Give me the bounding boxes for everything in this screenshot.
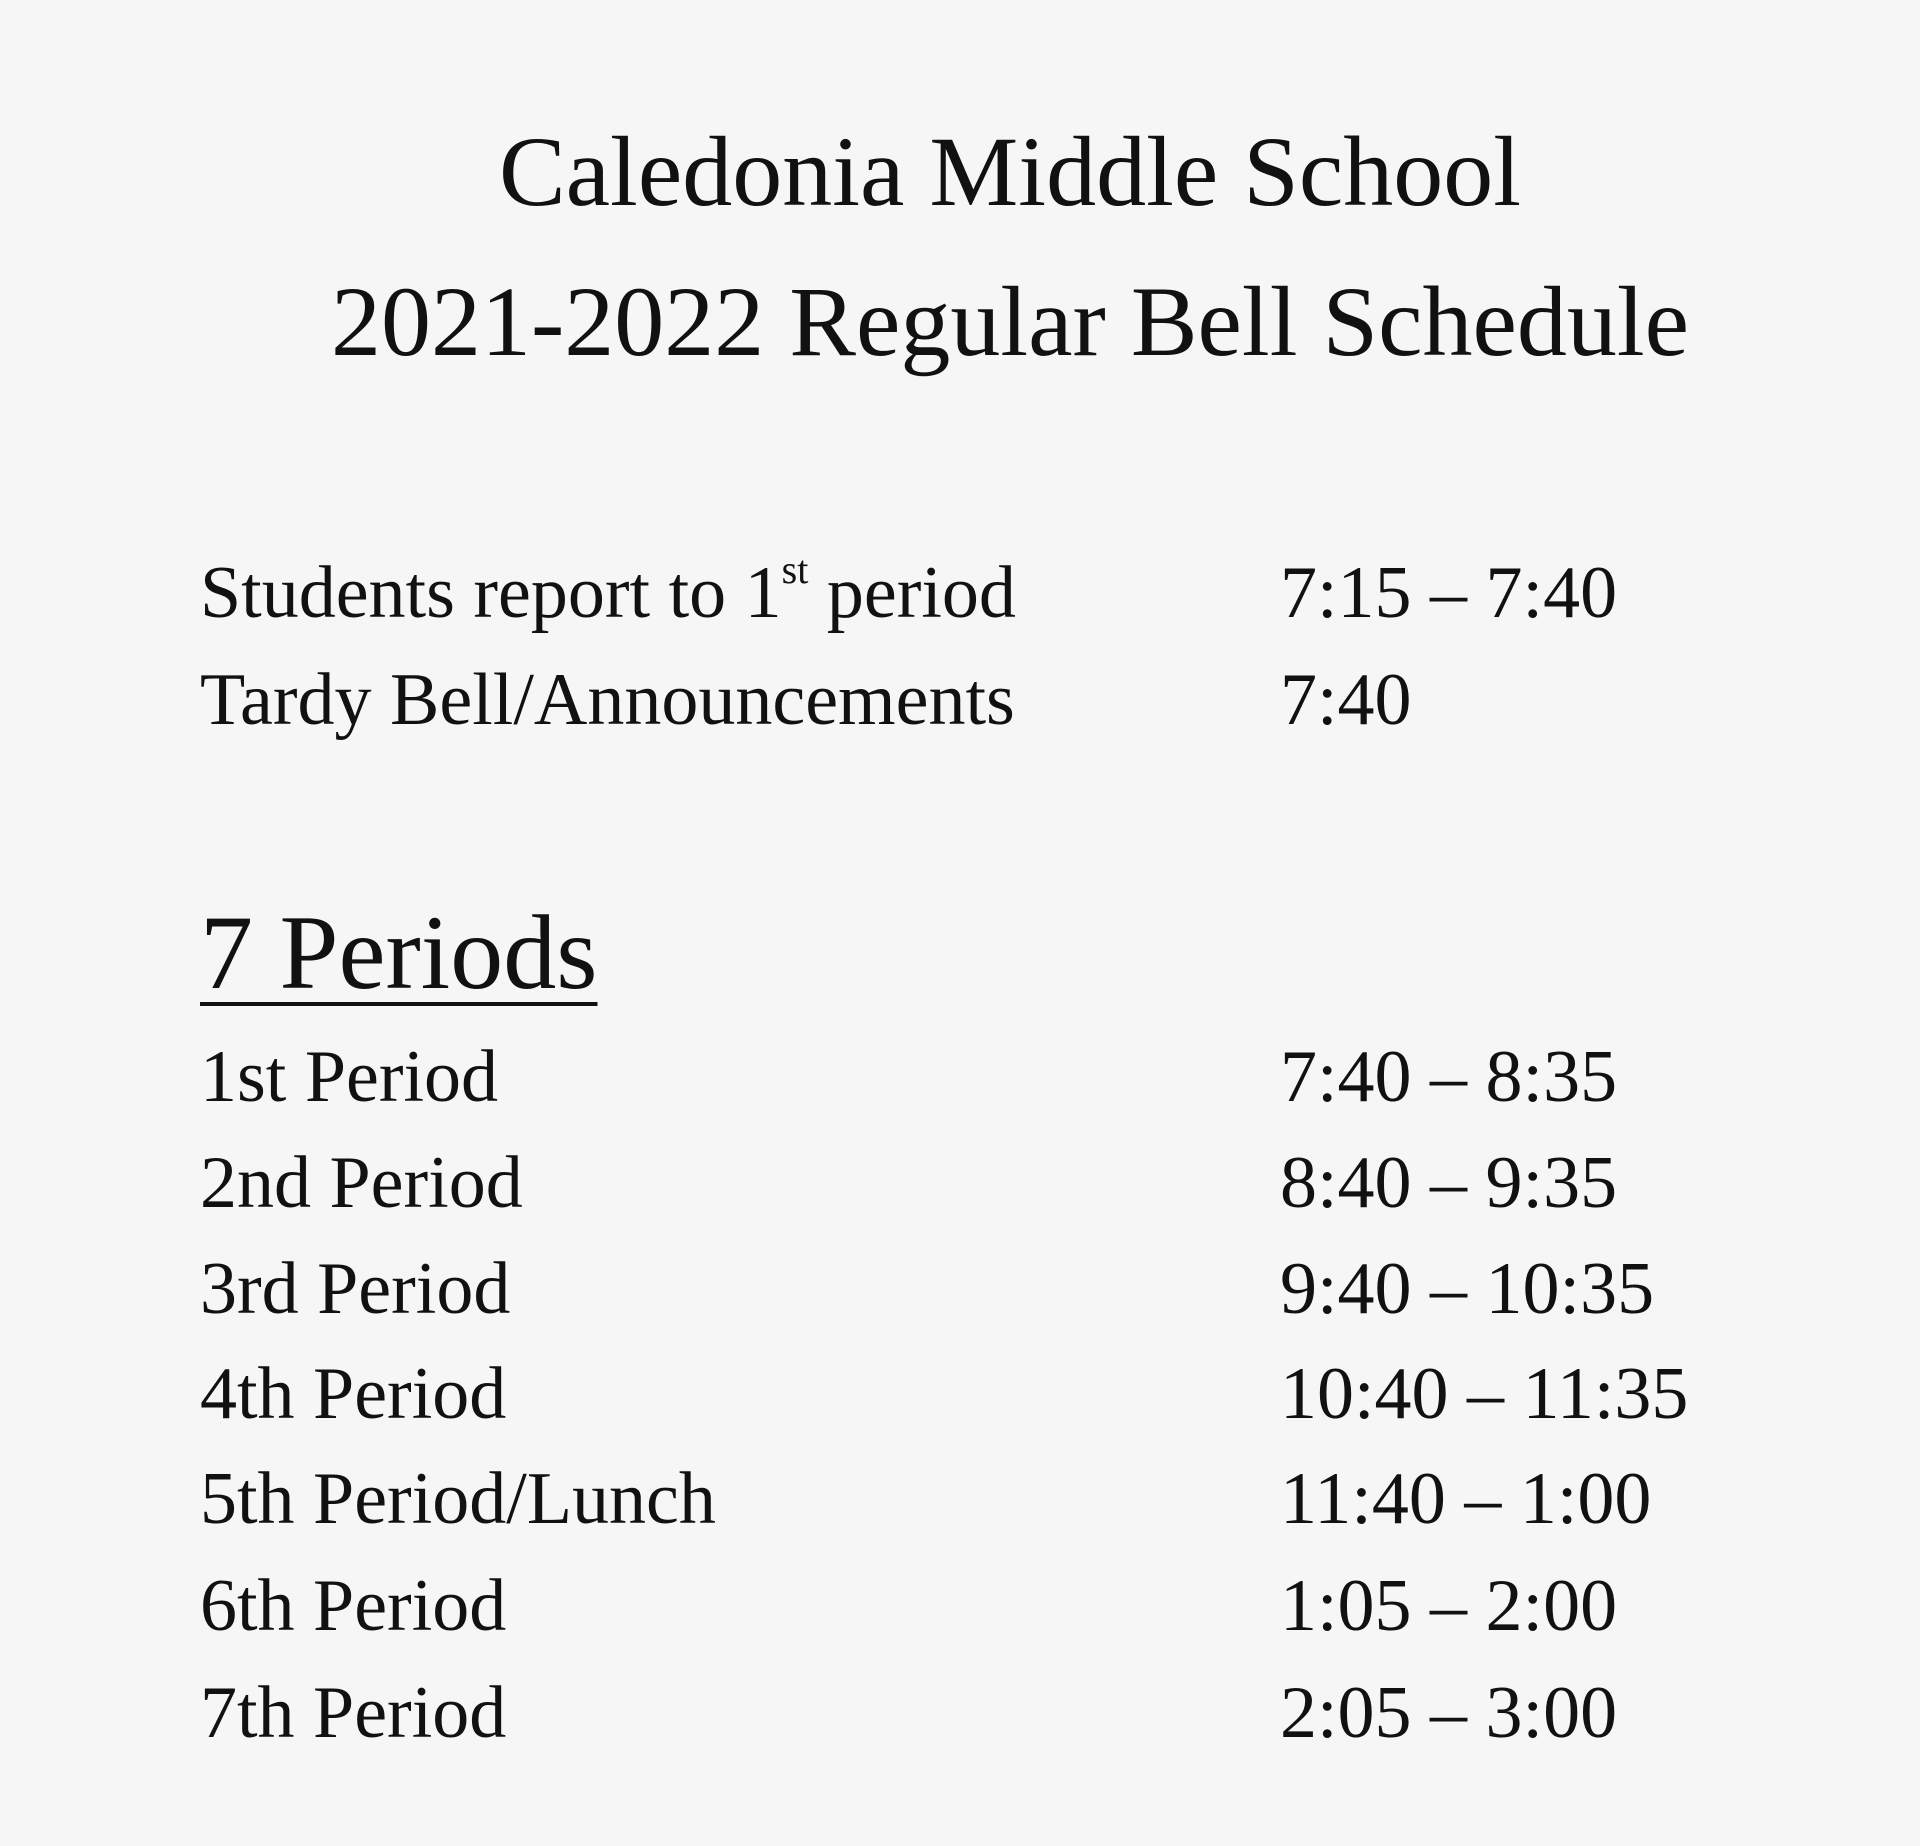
- intro-label: Tardy Bell/Announcements: [200, 659, 1015, 741]
- label-text: Students report to 1: [200, 552, 782, 634]
- period-time: 2:05 – 3:00: [1280, 1672, 1618, 1754]
- period-time: 7:40 – 8:35: [1280, 1036, 1618, 1118]
- period-row: [0, 1454, 1920, 1544]
- schedule-title: 2021-2022 Regular Bell Schedule: [330, 266, 1690, 377]
- period-row: [0, 1668, 1920, 1758]
- period-row: [0, 1032, 1920, 1122]
- intro-row-report: [0, 548, 1920, 638]
- period-label: 7th Period: [200, 1672, 507, 1754]
- period-row: [0, 1138, 1920, 1228]
- school-name: Caledonia Middle School: [498, 116, 1522, 227]
- period-label: 6th Period: [200, 1565, 507, 1647]
- period-time: 10:40 – 11:35: [1280, 1353, 1689, 1435]
- intro-time: 7:15 – 7:40: [1280, 552, 1618, 634]
- intro-label: [200, 548, 1016, 638]
- period-time: 8:40 – 9:35: [1280, 1142, 1618, 1224]
- period-label: 3rd Period: [200, 1248, 511, 1330]
- intro-row-tardy: [0, 655, 1920, 745]
- label-text-after: period: [808, 552, 1016, 634]
- intro-time: 7:40: [1280, 659, 1412, 741]
- period-row: [0, 1244, 1920, 1334]
- period-row: [0, 1349, 1920, 1439]
- period-label: 1st Period: [200, 1036, 499, 1118]
- period-time: 9:40 – 10:35: [1280, 1248, 1655, 1330]
- period-time: 11:40 – 1:00: [1280, 1458, 1652, 1540]
- period-label: 5th Period/Lunch: [200, 1458, 716, 1540]
- period-label: 4th Period: [200, 1353, 507, 1435]
- label-superscript: st: [781, 547, 809, 592]
- period-label: 2nd Period: [200, 1142, 523, 1224]
- section-heading: 7 Periods: [200, 894, 598, 1011]
- period-time: 1:05 – 2:00: [1280, 1565, 1618, 1647]
- period-row: [0, 1561, 1920, 1651]
